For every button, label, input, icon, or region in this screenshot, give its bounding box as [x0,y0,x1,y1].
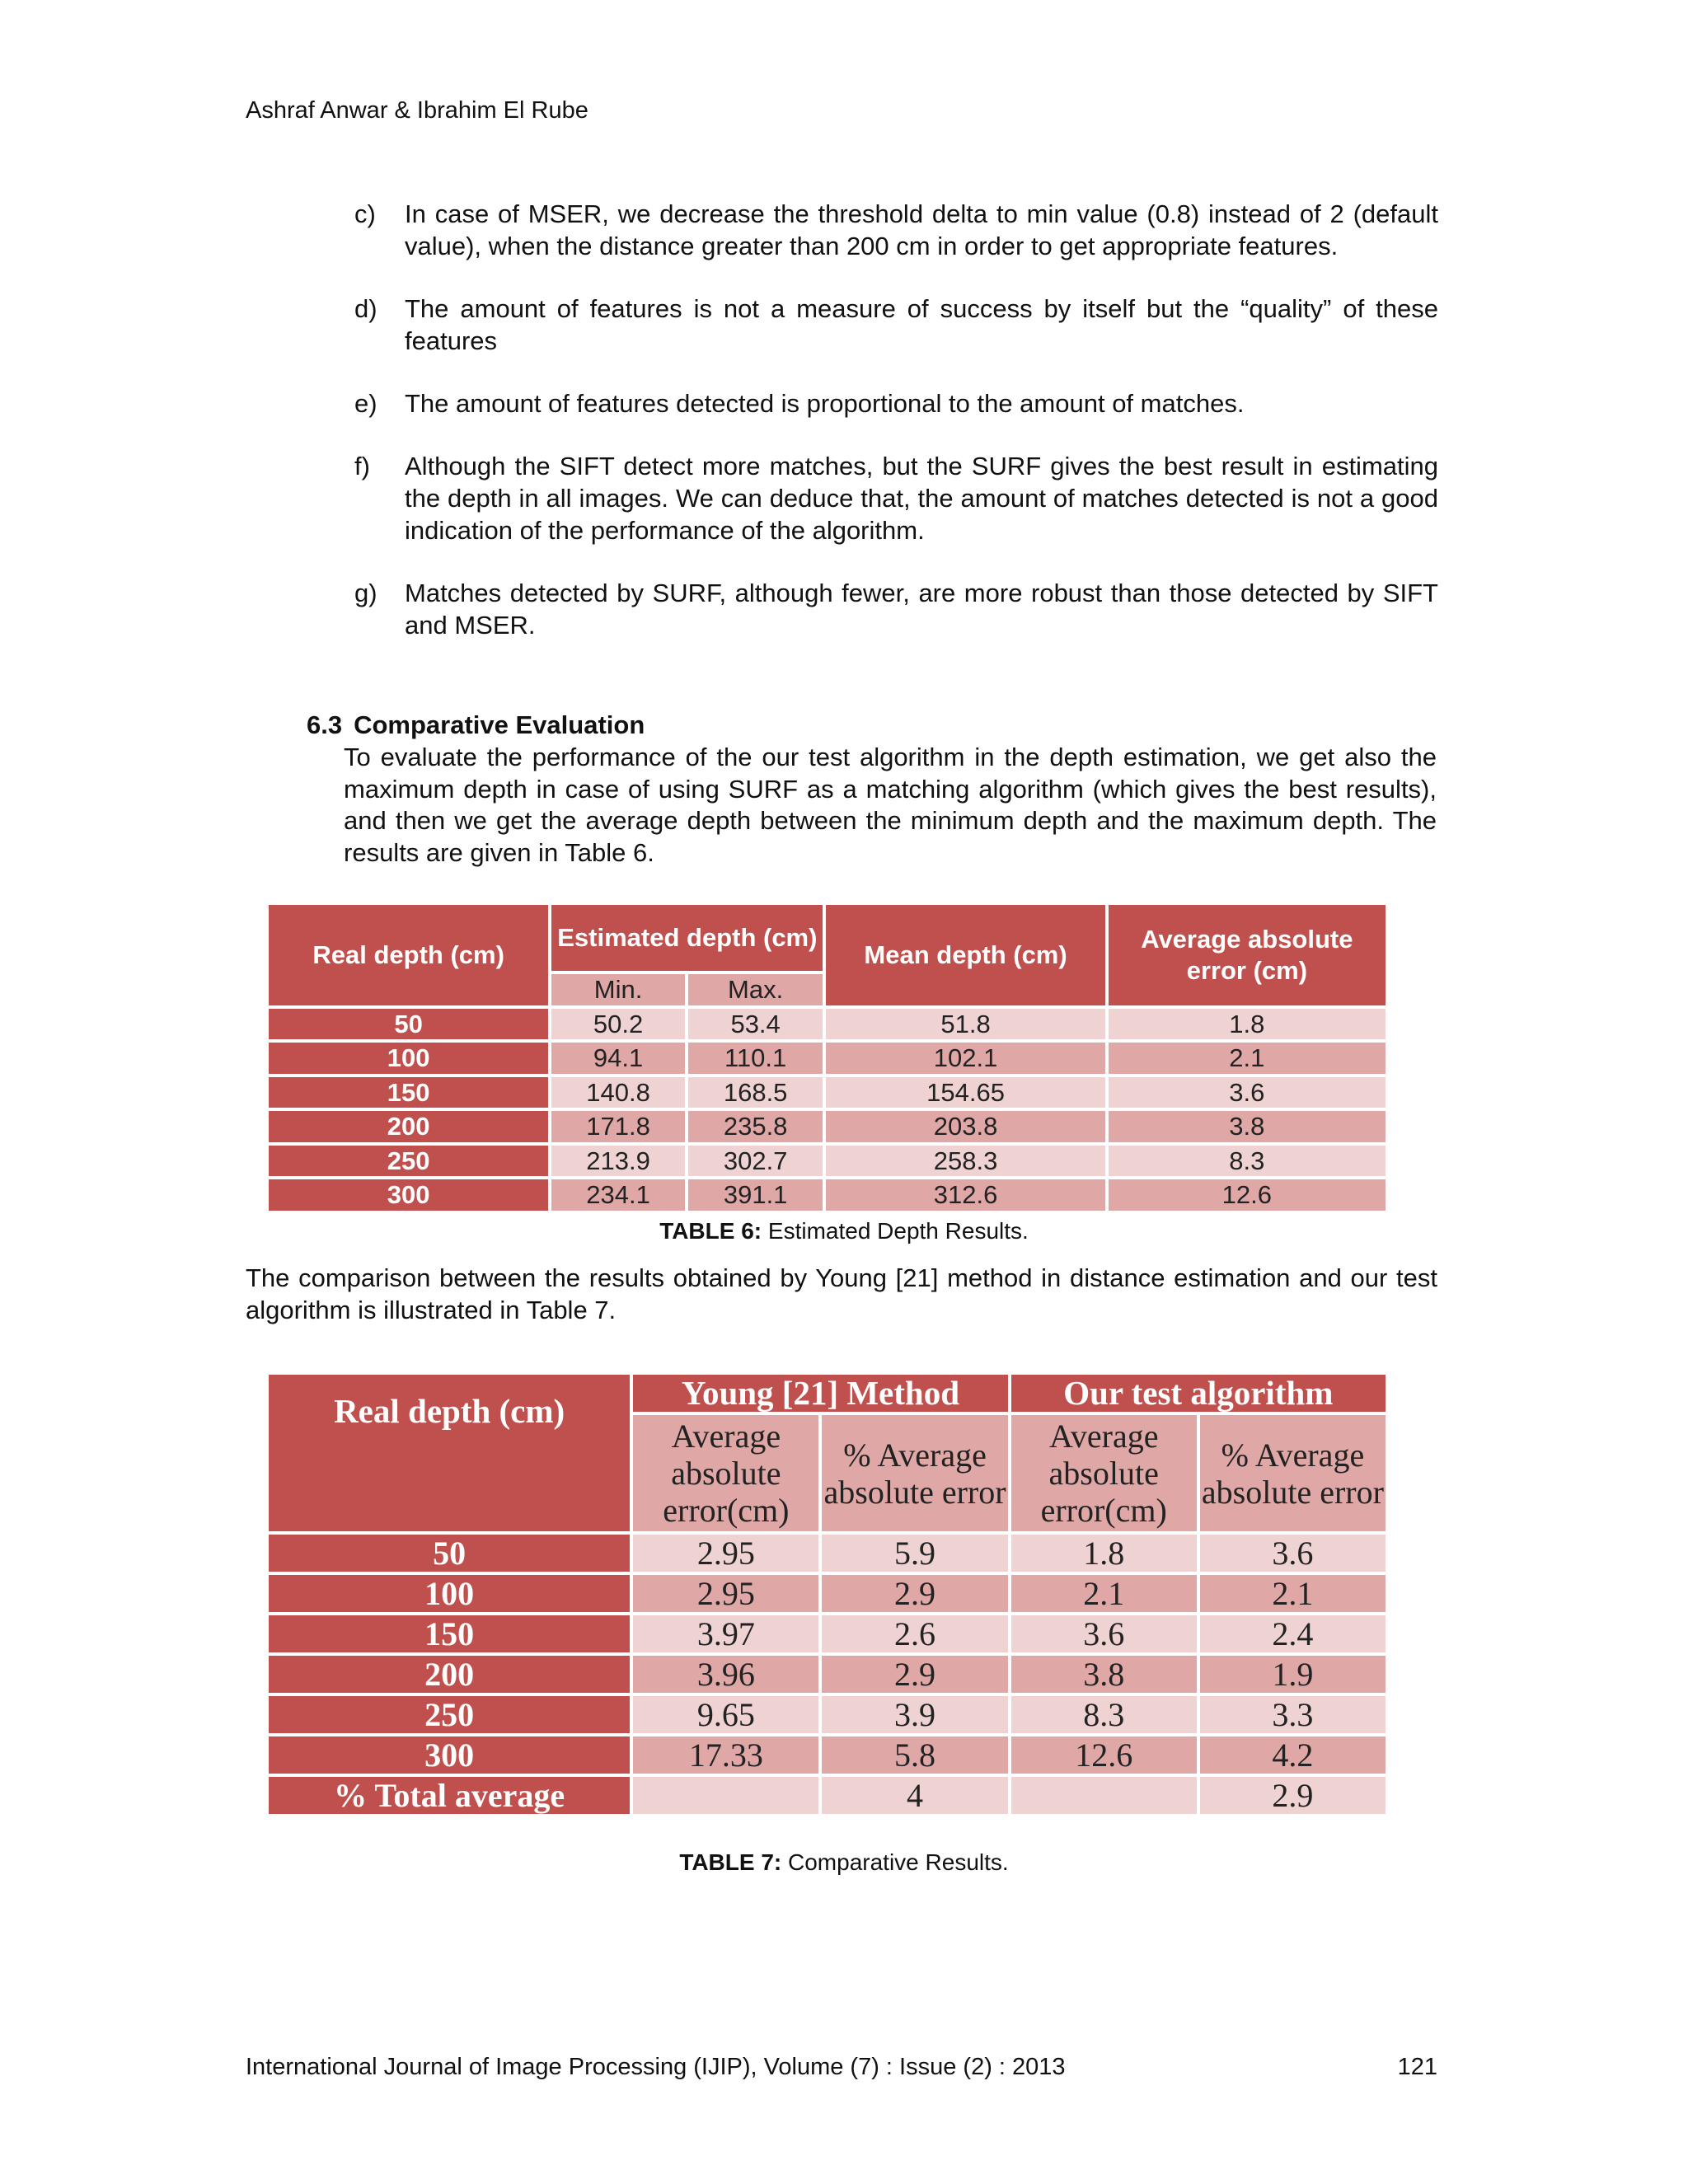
list-item-label: c) [354,199,376,228]
cell-mean: 51.8 [826,1009,1104,1040]
header-min: Min. [551,974,685,1005]
findings-list [350,198,1438,672]
table-row [269,1009,1386,1040]
section-heading [307,710,645,740]
caption-text: Estimated Depth Results. [762,1218,1029,1244]
header-real-depth: Real depth (cm) [269,905,548,1005]
list-item [350,450,1438,546]
cell-ours-error: 3.8 [1011,1656,1197,1693]
cell-min: 171.8 [551,1111,685,1142]
cell-total-young-error [633,1777,818,1814]
cell-real-depth: 150 [269,1077,548,1108]
table-7 [265,1371,1389,1817]
table-6-caption [0,1218,1688,1244]
cell-ours-pct: 4.2 [1200,1736,1386,1774]
page-number: 121 [1397,2054,1437,2080]
caption-label: TABLE 7: [679,1849,782,1875]
table-row [269,1656,1386,1693]
table-row [269,1179,1386,1211]
list-item [350,387,1438,419]
list-item-text: Matches detected by SURF, although fewer, are more robust than those detected by SIFT and MSER. [405,579,1438,640]
journal-footer: International Journal of Image Processing (IJIP), Volume (7) : Issue (2) : 2013 [246,2054,1066,2080]
cell-ours-pct: 1.9 [1200,1656,1386,1693]
cell-real-depth: 50 [269,1009,548,1040]
cell-error: 1.8 [1109,1009,1386,1040]
cell-young-error: 9.65 [633,1696,818,1733]
header-mean-depth: Mean depth (cm) [826,905,1104,1005]
cell-young-pct: 5.9 [822,1535,1007,1572]
cell-ours-pct: 3.3 [1200,1696,1386,1733]
cell-young-pct: 2.9 [822,1575,1007,1612]
table-row [269,1111,1386,1142]
cell-min: 94.1 [551,1043,685,1074]
cell-young-error: 17.33 [633,1736,818,1774]
cell-error: 8.3 [1109,1146,1386,1177]
cell-real-depth: 300 [269,1179,548,1211]
cell-ours-pct: 2.4 [1200,1615,1386,1652]
table-row [269,1043,1386,1074]
cell-mean: 154.65 [826,1077,1104,1108]
cell-ours-error: 12.6 [1011,1736,1197,1774]
header-young-pct-avg-abs-error: % Average absolute error [822,1415,1007,1531]
cell-mean: 312.6 [826,1179,1104,1211]
cell-min: 50.2 [551,1009,685,1040]
caption-label: TABLE 6: [659,1218,762,1244]
cell-real-depth: 200 [269,1111,548,1142]
cell-ours-error: 2.1 [1011,1575,1197,1612]
table-row [269,1077,1386,1108]
header-young-avg-abs-error: Average absolute error(cm) [633,1415,818,1531]
cell-ours-pct: 2.1 [1200,1575,1386,1612]
section-title: Comparative Evaluation [354,710,645,739]
list-item [350,293,1438,357]
cell-mean: 102.1 [826,1043,1104,1074]
cell-error: 3.8 [1109,1111,1386,1142]
cell-max: 168.5 [688,1077,823,1108]
cell-total-label: % Total average [269,1777,630,1814]
cell-max: 391.1 [688,1179,823,1211]
cell-young-pct: 2.6 [822,1615,1007,1652]
header-our-test-algorithm: Our test algorithm [1011,1375,1386,1412]
table-6 [265,902,1389,1214]
cell-error: 12.6 [1109,1179,1386,1211]
list-item-text: The amount of features is not a measure of success by itself but the “quality” of these features [405,294,1438,355]
cell-real-depth: 150 [269,1615,630,1652]
cell-young-error: 3.97 [633,1615,818,1652]
table-7-caption [0,1849,1688,1876]
header-average-absolute-error: Average absolute error (cm) [1109,905,1386,1005]
cell-error: 2.1 [1109,1043,1386,1074]
list-item [350,577,1438,641]
cell-max: 110.1 [688,1043,823,1074]
list-item-text: Although the SIFT detect more matches, but the SURF gives the best result in estimating the depth in all images. We can deduce that, the amount of matches detected is not a good indication of the performance of the algorithm. [405,452,1438,545]
paragraph: The comparison between the results obtained by Young [21] method in distance estimation and our test algorithm is illustrated in Table 7. [246,1263,1437,1324]
cell-total-ours-error [1011,1777,1197,1814]
cell-real-depth: 100 [269,1575,630,1612]
header-max: Max. [688,974,823,1005]
table-row [269,1535,1386,1572]
cell-real-depth: 50 [269,1535,630,1572]
cell-max: 53.4 [688,1009,823,1040]
cell-young-pct: 5.8 [822,1736,1007,1774]
table-row [269,1736,1386,1774]
cell-real-depth: 200 [269,1656,630,1693]
running-header: Ashraf Anwar & Ibrahim El Rube [246,97,588,124]
table-row [269,1146,1386,1177]
cell-real-depth: 300 [269,1736,630,1774]
cell-young-pct: 2.9 [822,1656,1007,1693]
list-item-text: The amount of features detected is proportional to the amount of matches. [405,389,1245,418]
header-ours-pct-avg-abs-error: % Average absolute error [1200,1415,1386,1531]
table-row [269,1696,1386,1733]
section-number: 6.3 [307,710,343,739]
cell-mean: 258.3 [826,1146,1104,1177]
table-row [269,1575,1386,1612]
cell-ours-error: 8.3 [1011,1696,1197,1733]
list-item-text: In case of MSER, we decrease the threshold delta to min value (0.8) instead of 2 (default value), when the distance greater than 200 cm in order to get appropriate features. [405,199,1438,260]
cell-max: 302.7 [688,1146,823,1177]
header-real-depth: Real depth (cm) [269,1375,630,1531]
cell-error: 3.6 [1109,1077,1386,1108]
cell-real-depth: 250 [269,1146,548,1177]
list-item-label: g) [354,579,377,607]
header-ours-avg-abs-error: Average absolute error(cm) [1011,1415,1197,1531]
cell-young-error: 2.95 [633,1535,818,1572]
cell-real-depth: 250 [269,1696,630,1733]
cell-min: 140.8 [551,1077,685,1108]
caption-text: Comparative Results. [781,1849,1009,1875]
header-young-method: Young [21] Method [633,1375,1007,1412]
cell-min: 213.9 [551,1146,685,1177]
list-item [350,198,1438,262]
cell-total-young-pct: 4 [822,1777,1007,1814]
table-row-total [269,1777,1386,1814]
list-item-label: d) [354,294,377,323]
cell-young-pct: 3.9 [822,1696,1007,1733]
cell-ours-error: 3.6 [1011,1615,1197,1652]
cell-real-depth: 100 [269,1043,548,1074]
cell-ours-pct: 3.6 [1200,1535,1386,1572]
header-estimated-depth: Estimated depth (cm) [551,905,823,971]
cell-mean: 203.8 [826,1111,1104,1142]
cell-young-error: 2.95 [633,1575,818,1612]
cell-young-error: 3.96 [633,1656,818,1693]
cell-max: 235.8 [688,1111,823,1142]
list-item-label: e) [354,389,377,418]
table-row [269,1615,1386,1652]
cell-ours-error: 1.8 [1011,1535,1197,1572]
list-item-label: f) [354,452,370,480]
cell-min: 234.1 [551,1179,685,1211]
cell-total-ours-pct: 2.9 [1200,1777,1386,1814]
paragraph: To evaluate the performance of the our test algorithm in the depth estimation, we get also the maximum depth in case of using SURF as a matching algorithm (which gives the best results), and then we get the average depth between the minimum depth and the maximum depth. The results are given in Table 6. [344,743,1437,867]
